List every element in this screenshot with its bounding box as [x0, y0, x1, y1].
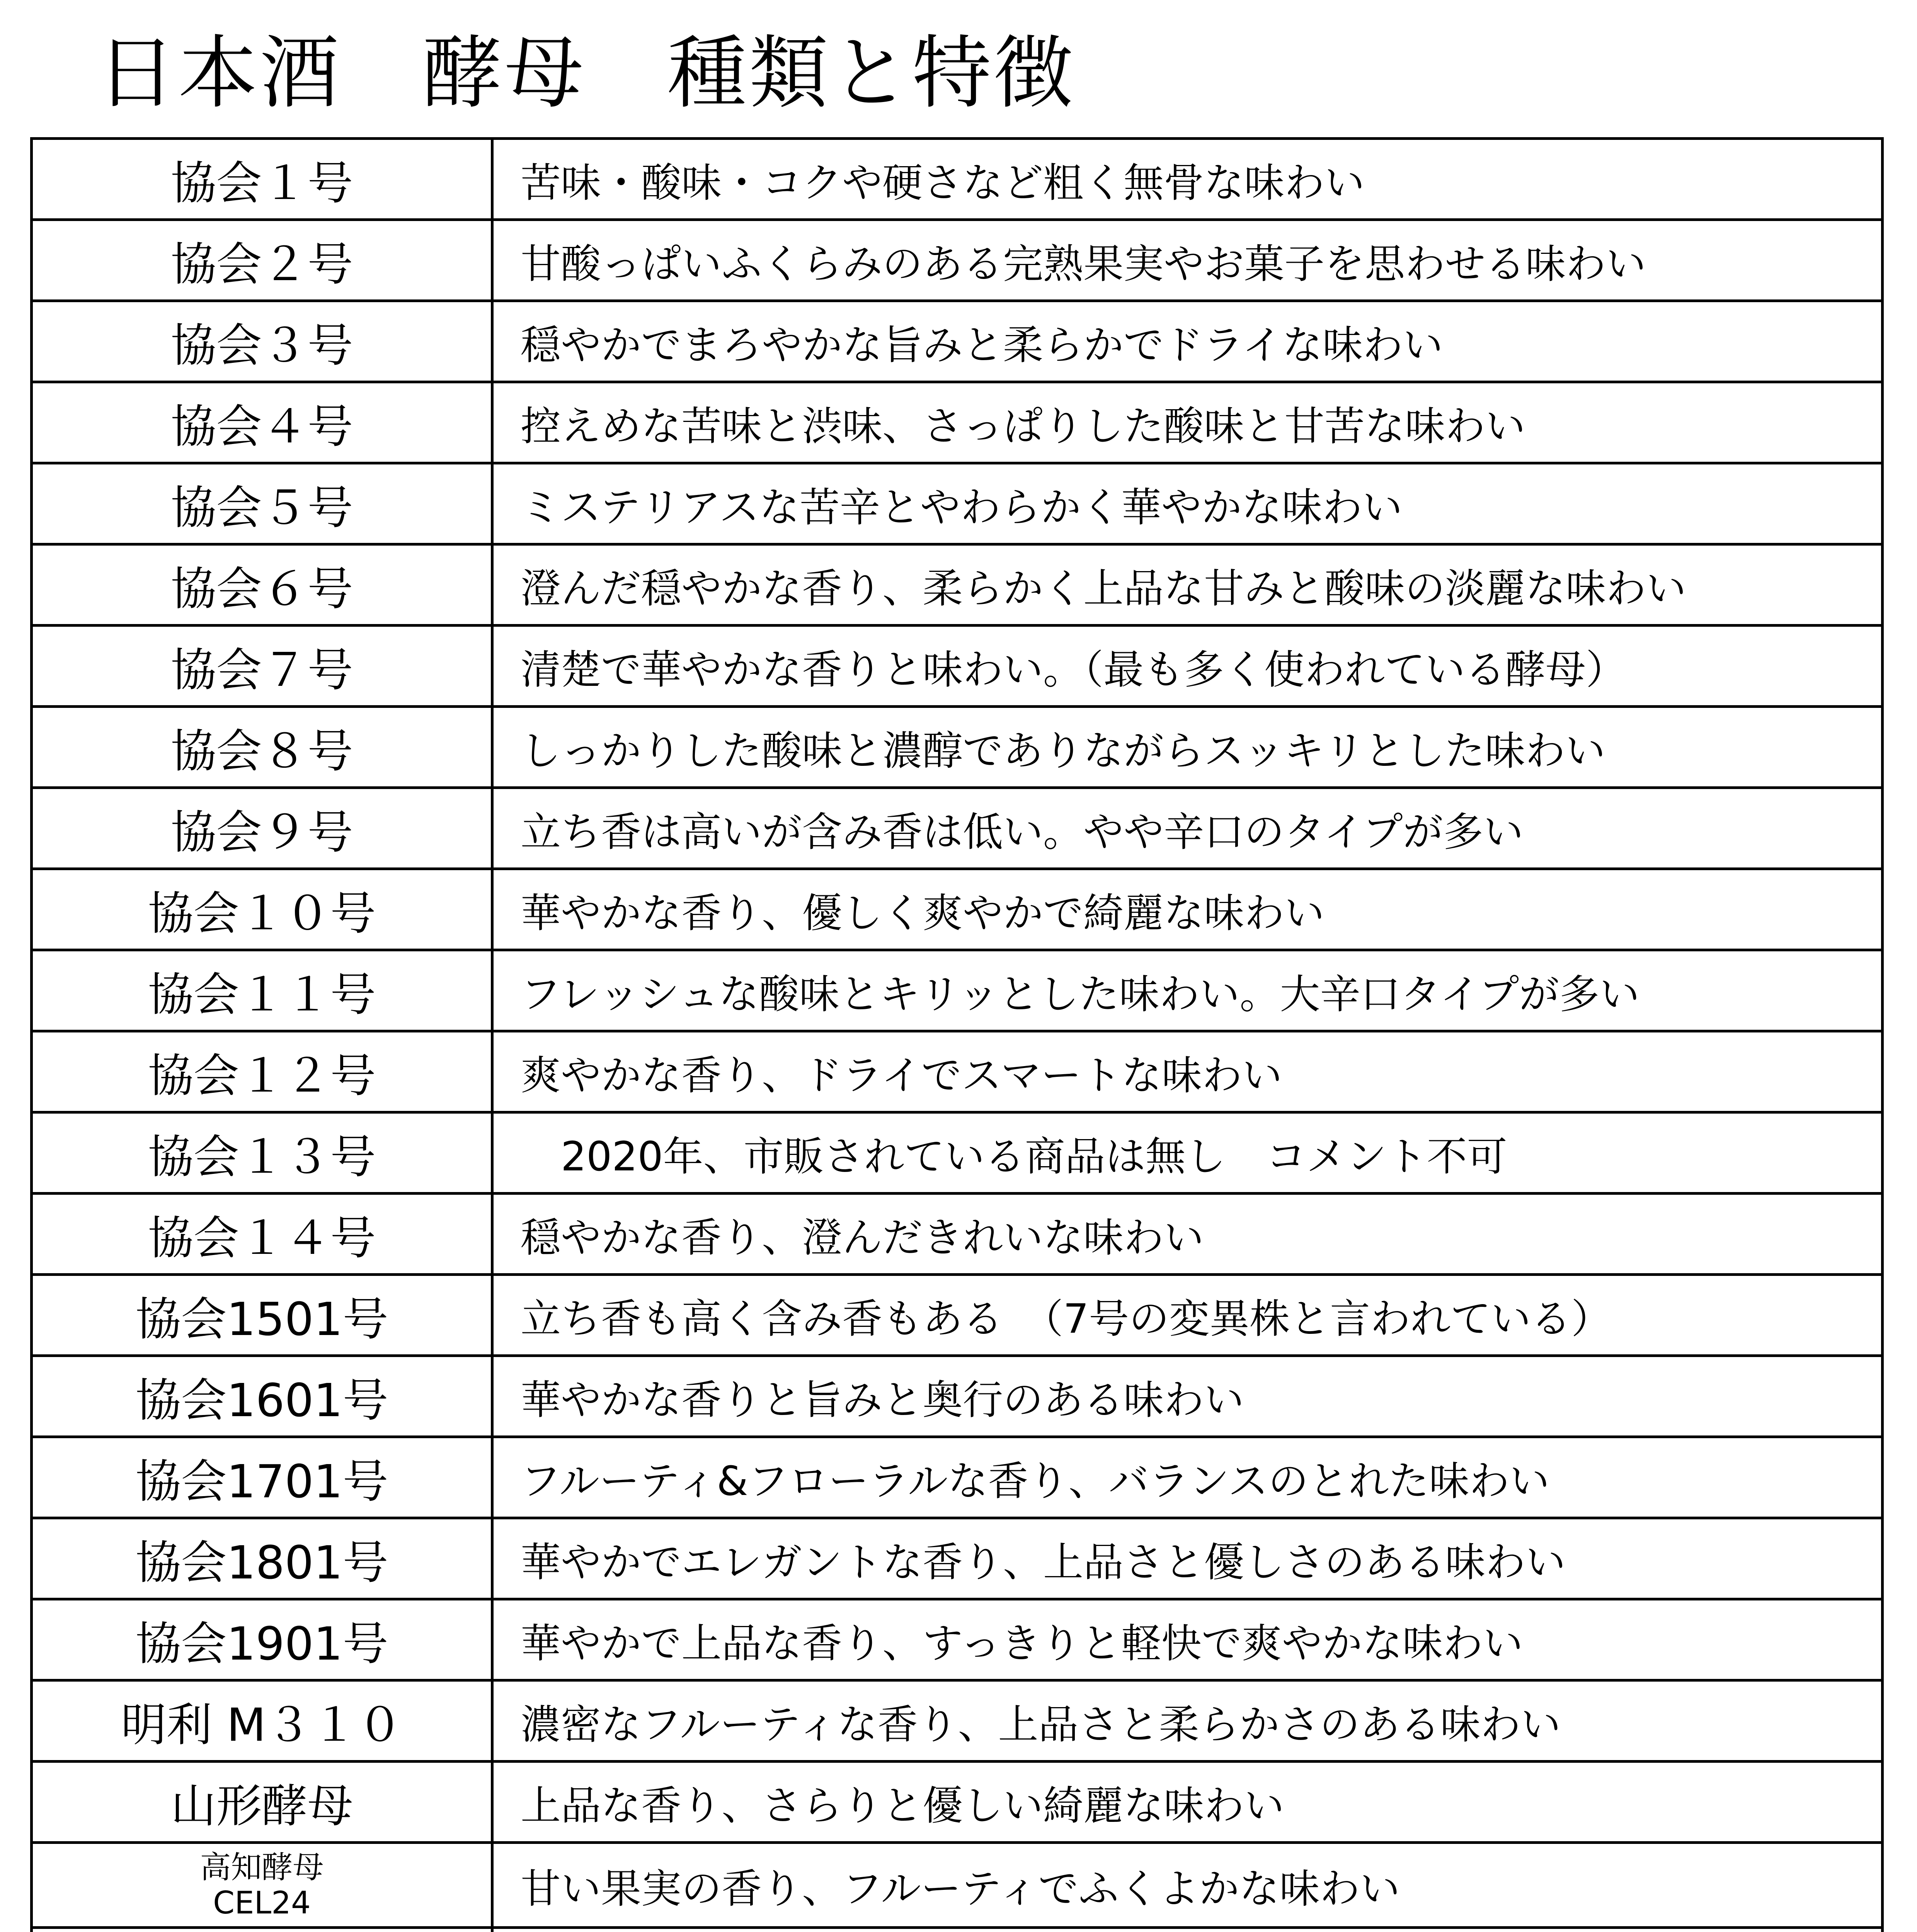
table-row	[32, 1680, 1883, 1762]
yeast-description: 華やかでエレガントな香り、上品さと優しさのある味わい	[492, 1518, 1883, 1599]
yeast-description: 穏やかでまろやかな旨みと柔らかでドライな味わい	[492, 301, 1883, 382]
yeast-name-cell	[32, 788, 492, 869]
yeast-description: フレッシュな酸味とキリッとした味わい。大辛口タイプが多い	[492, 950, 1883, 1031]
table-row	[32, 1194, 1883, 1275]
yeast-name: 明利 M３１０	[121, 1698, 403, 1752]
table-row	[32, 1356, 1883, 1437]
yeast-description: 濃密なフルーティな香り、上品さと柔らかさのある味わい	[492, 1680, 1883, 1762]
yeast-name-cell	[32, 1356, 492, 1437]
yeast-description: 甘い果実の香り、フルーティでふくよかな味わい	[492, 1843, 1883, 1928]
table-row	[32, 382, 1883, 463]
yeast-name: 協会８号	[170, 724, 353, 778]
table-row	[32, 1112, 1883, 1194]
yeast-description: 苦味・酸味・コクや硬さなど粗く無骨な味わい	[492, 139, 1883, 220]
yeast-name-line1: 高知酵母	[200, 1849, 324, 1885]
yeast-name-cell	[32, 1518, 492, 1599]
table-row	[32, 1518, 1883, 1599]
yeast-description: 華やかな香り、優しく爽やかで綺麗な味わい	[492, 869, 1883, 950]
yeast-name-cell	[32, 463, 492, 544]
yeast-description: 立ち香は高いが含み香は低い。やや辛口のタイプが多い	[492, 788, 1883, 869]
table-row	[32, 950, 1883, 1031]
table-row	[32, 1437, 1883, 1518]
yeast-name: 協会１０号	[148, 886, 376, 940]
yeast-description: 上品な香り、さらりと優しい綺麗な味わい	[492, 1762, 1883, 1843]
yeast-name-cell	[32, 869, 492, 950]
yeast-name: 協会４号	[170, 400, 353, 453]
yeast-name: 協会1901号	[135, 1617, 388, 1670]
yeast-name: 協会３号	[170, 318, 353, 372]
yeast-name-cell	[32, 382, 492, 463]
table-row	[32, 301, 1883, 382]
yeast-description: 清楚で華やかな香りと味わい。（最も多く使われている酵母）	[492, 626, 1883, 707]
yeast-name: 協会７号	[170, 643, 353, 697]
table-row	[32, 220, 1883, 301]
table-row	[32, 1031, 1883, 1112]
yeast-name-cell	[32, 1680, 492, 1762]
table-row	[32, 139, 1883, 220]
yeast-name-cell	[32, 1843, 492, 1928]
yeast-name-cell	[32, 1194, 492, 1275]
yeast-description: 澄んだ穏やかな香り、柔らかく上品な甘みと酸味の淡麗な味わい	[492, 544, 1883, 626]
table-row	[32, 1928, 1883, 1932]
yeast-table	[30, 137, 1884, 1932]
yeast-description: フルーティ&フローラルな香り、バランスのとれた味わい	[492, 1437, 1883, 1518]
table-row	[32, 788, 1883, 869]
page-title: 日本酒 酵母 種類と特徴	[97, 27, 1075, 119]
yeast-name: 協会１３号	[148, 1130, 376, 1184]
yeast-description: ミステリアスな苦辛とやわらかく華やかな味わい	[492, 463, 1883, 544]
yeast-name-cell	[32, 301, 492, 382]
yeast-name-cell	[32, 1599, 492, 1680]
yeast-description: 爽やかな香り、ドライでスマートな味わい	[492, 1031, 1883, 1112]
yeast-name-cell	[32, 1275, 492, 1356]
yeast-description: 華やかで上品な香り、すっきりと軽快で爽やかな味わい	[492, 1599, 1883, 1680]
yeast-name: 協会１４号	[148, 1211, 376, 1265]
yeast-name: 協会1701号	[135, 1454, 388, 1508]
yeast-name: 協会1501号	[135, 1292, 388, 1346]
table-row	[32, 1762, 1883, 1843]
yeast-description: 穏やかな香り、澄んだきれいな味わい	[492, 1194, 1883, 1275]
yeast-name: 協会1801号	[135, 1536, 388, 1589]
yeast-name: 協会1601号	[135, 1373, 388, 1427]
yeast-name: 協会２号	[170, 237, 353, 291]
yeast-name-cell	[32, 139, 492, 220]
yeast-name-cell	[32, 544, 492, 626]
table-row	[32, 544, 1883, 626]
table-row	[32, 1843, 1883, 1928]
yeast-name: 協会６号	[170, 562, 353, 616]
yeast-name-cell	[32, 1112, 492, 1194]
yeast-name-cell	[32, 1031, 492, 1112]
table-row	[32, 707, 1883, 788]
yeast-description: 立ち香も高く含み香もある （7号の変異株と言われている）	[492, 1275, 1883, 1356]
table-row	[32, 869, 1883, 950]
yeast-name: 山形酵母	[170, 1779, 353, 1833]
yeast-description: 控えめな苦味と渋味、さっぱりした酸味と甘苦な味わい	[492, 382, 1883, 463]
yeast-name-line2: CEL24	[213, 1884, 311, 1921]
yeast-description: 2020年、市販されている商品は無し コメント不可	[492, 1112, 1883, 1194]
yeast-name: 協会５号	[170, 481, 353, 534]
yeast-name-cell	[32, 707, 492, 788]
yeast-name-cell	[32, 950, 492, 1031]
table-row	[32, 1275, 1883, 1356]
yeast-name: 協会１１号	[148, 968, 376, 1021]
yeast-description-cell	[492, 1928, 1883, 1932]
table-row	[32, 626, 1883, 707]
yeast-name: 協会９号	[170, 805, 353, 859]
yeast-name-cell	[32, 1928, 492, 1932]
yeast-name: 協会１号	[170, 156, 353, 210]
yeast-description: しっかりした酸味と濃醇でありながらスッキリとした味わい	[492, 707, 1883, 788]
yeast-name-cell	[32, 626, 492, 707]
table-row	[32, 1599, 1883, 1680]
yeast-name: 協会１２号	[148, 1049, 376, 1102]
yeast-description: 甘酸っぱいふくらみのある完熟果実やお菓子を思わせる味わい	[492, 220, 1883, 301]
yeast-description: 華やかな香りと旨みと奥行のある味わい	[492, 1356, 1883, 1437]
yeast-name-cell	[32, 1762, 492, 1843]
yeast-name-cell	[32, 1437, 492, 1518]
yeast-name-cell	[32, 220, 492, 301]
table-row	[32, 463, 1883, 544]
